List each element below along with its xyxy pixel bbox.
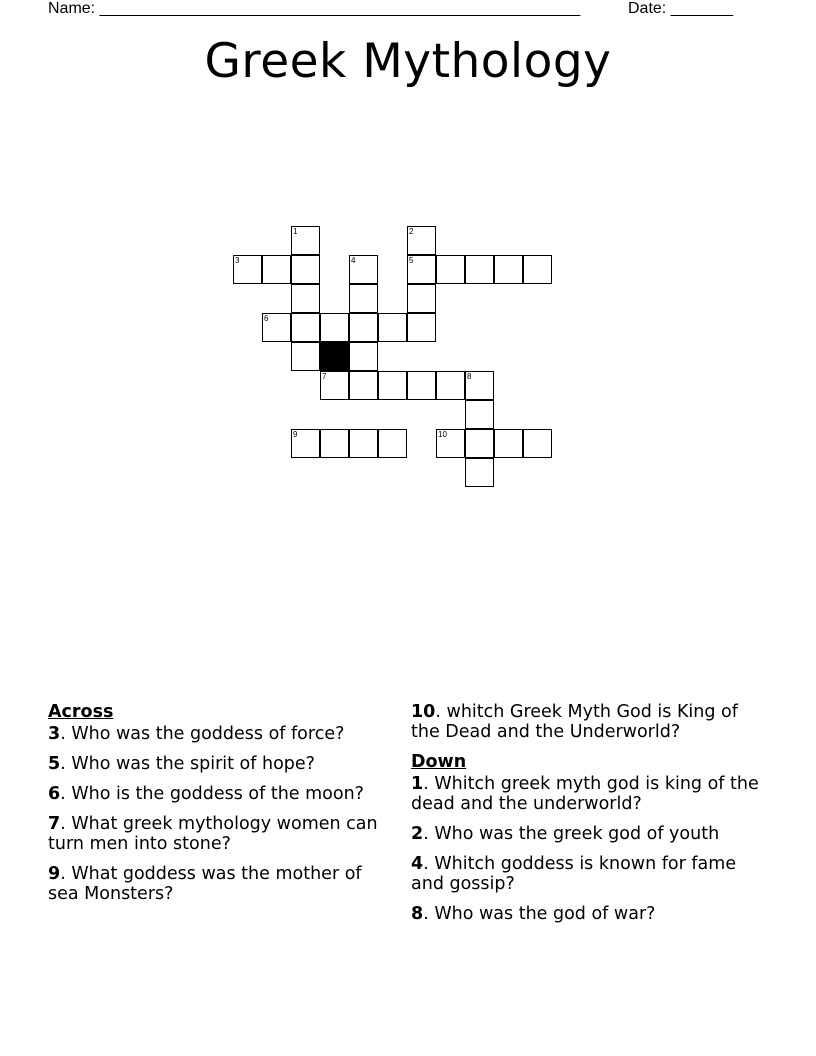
crossword-cell[interactable] [436,371,465,400]
date-label: Date: _______ [628,0,733,17]
across-heading: Across [48,702,114,722]
down-clue-8: 8. Who was the god of war? [411,904,656,924]
across-clue-7: 7. What greek mythology women can turn men into stone? [48,814,378,854]
clue-text: Who was the spirit of hope? [71,754,315,774]
crossword-cell[interactable] [320,429,349,458]
crossword-cell[interactable] [465,458,494,487]
crossword-cell[interactable] [349,313,378,342]
clue-number: 6 [48,784,61,804]
across-clue-9: 9. What goddess was the mother of sea Monsters? [48,864,362,904]
crossword-cell[interactable] [407,284,436,313]
across-clue-10: 10. whitch Greek Myth God is King of the Dead and the Underworld? [411,702,738,742]
clue-text: whitch Greek Myth God is King of the Dead and the Underworld? [411,702,738,742]
crossword-cell[interactable] [494,255,523,284]
crossword-cell[interactable] [291,313,320,342]
crossword-cell[interactable] [291,342,320,371]
crossword-cell[interactable] [262,255,291,284]
clue-number: 5 [48,754,61,774]
crossword-cell[interactable] [407,371,436,400]
crossword-cell[interactable] [465,429,494,458]
crossword-cell[interactable] [349,429,378,458]
crossword-cell[interactable] [291,255,320,284]
page-title: Greek Mythology [204,34,612,89]
crossword-cell[interactable] [349,284,378,313]
crossword-cell[interactable] [349,371,378,400]
cell-number: 6 [264,314,269,323]
crossword-cell[interactable] [407,226,436,255]
crossword-cell[interactable] [465,255,494,284]
down-clue-1: 1. Whitch greek myth god is king of the dead and the underworld? [411,774,759,814]
clue-text: Who was the greek god of youth [434,824,720,844]
crossword-cell[interactable] [320,313,349,342]
down-clue-2: 2. Who was the greek god of youth [411,824,720,844]
crossword-black-cell [320,342,349,371]
clue-number: 3 [48,724,61,744]
clue-number: 9 [48,864,61,884]
cell-number: 1 [293,227,298,236]
crossword-cell[interactable] [291,226,320,255]
clue-text: Whitch greek myth god is king of the dead and the underworld? [411,774,759,814]
across-clue-6: 6. Who is the goddess of the moon? [48,784,364,804]
clue-number: 8 [411,904,424,924]
crossword-cell[interactable] [349,255,378,284]
clue-text: Whitch goddess is known for fame and gossip? [411,854,737,894]
crossword-cell[interactable] [291,284,320,313]
clue-text: Who was the god of war? [434,904,656,924]
cell-number: 10 [438,430,447,439]
crossword-cell[interactable] [465,371,494,400]
clue-text: Who was the goddess of force? [71,724,345,744]
crossword-cell[interactable] [407,255,436,284]
clue-number: 4 [411,854,424,874]
down-heading: Down [411,752,467,772]
crossword-cell[interactable] [349,342,378,371]
across-clue-3: 3. Who was the goddess of force? [48,724,345,744]
crossword-cell[interactable] [378,371,407,400]
cell-number: 2 [409,227,414,236]
crossword-cell[interactable] [407,313,436,342]
clues-right-column [411,702,766,934]
clues-left-column [48,702,378,914]
crossword-cell[interactable] [465,400,494,429]
crossword-cell[interactable] [523,255,552,284]
clue-number: 10 [411,702,436,722]
cell-number: 4 [351,256,356,265]
cell-number: 7 [322,372,327,381]
clue-text: What goddess was the mother of sea Monsters? [48,864,362,904]
crossword-cell[interactable] [233,255,262,284]
crossword-cell[interactable] [436,255,465,284]
clue-number: 1 [411,774,424,794]
crossword-cell[interactable] [378,429,407,458]
crossword-cell[interactable] [262,313,291,342]
crossword-cell[interactable] [436,429,465,458]
clue-number: 7 [48,814,61,834]
across-clue-5: 5. Who was the spirit of hope? [48,754,315,774]
cell-number: 8 [467,372,472,381]
cell-number: 9 [293,430,298,439]
crossword-cell[interactable] [320,371,349,400]
cell-number: 5 [409,256,414,265]
clue-number: 2 [411,824,424,844]
clue-text: Who is the goddess of the moon? [71,784,364,804]
crossword-cell[interactable] [494,429,523,458]
cell-number: 3 [235,256,240,265]
crossword-cell[interactable] [378,313,407,342]
down-clue-4: 4. Whitch goddess is known for fame and gossip? [411,854,737,894]
clue-text: What greek mythology women can turn men into stone? [48,814,378,854]
crossword-cell[interactable] [523,429,552,458]
crossword-cell[interactable] [291,429,320,458]
name-label: Name: ______________________________________________________ [48,0,581,17]
